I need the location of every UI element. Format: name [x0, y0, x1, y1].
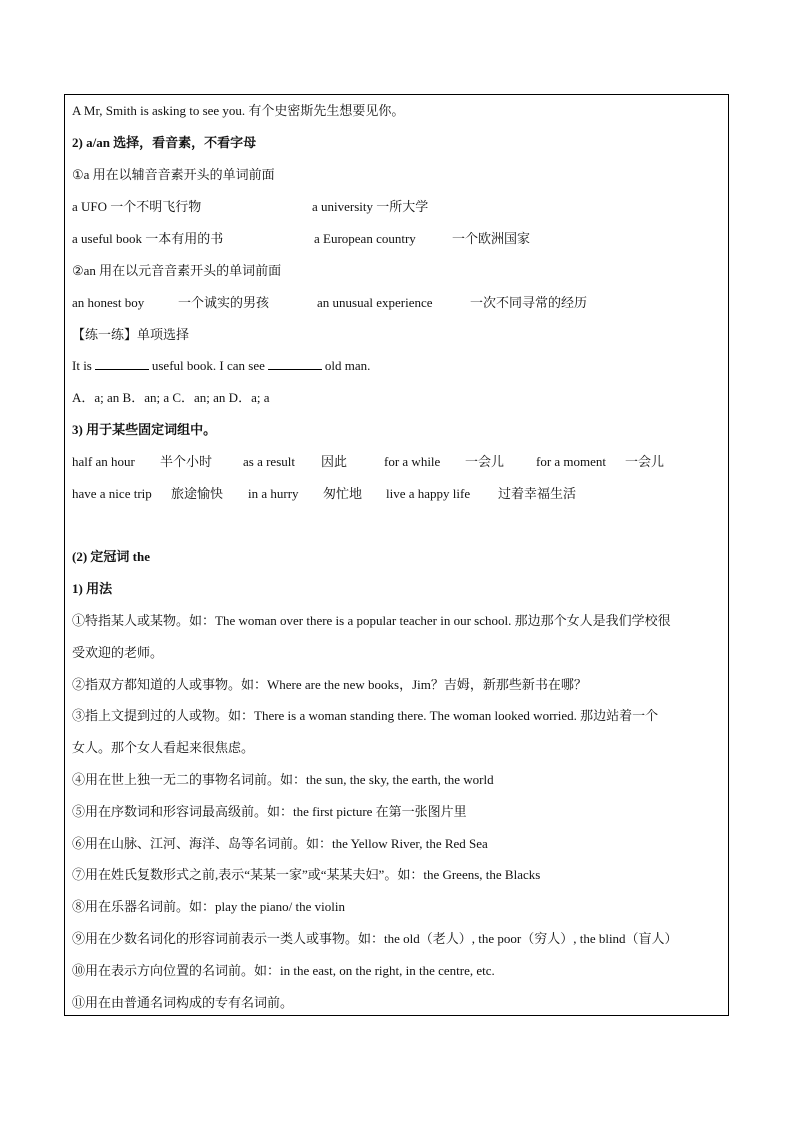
usage-3: ③指上文提到过的人或物。如：There is a woman standing there. The woman looked worried. 那边站着一个 [72, 708, 659, 723]
example-a-university: a university 一所大学 [312, 199, 429, 214]
example-an-honest-boy: an honest boy [72, 295, 145, 310]
phrase-item: 一会儿 [465, 454, 505, 469]
section-heading-usage: 1) 用法 [72, 581, 113, 596]
rule-an: ②an 用在以元音音素开头的单词前面 [72, 263, 282, 278]
answer-blank-1 [95, 359, 149, 370]
example-an-unusual-experience: an unusual experience [317, 295, 433, 310]
example-a-useful-book: a useful book 一本有用的书 [72, 231, 224, 246]
usage-1-cont: 受欢迎的老师。 [72, 645, 164, 660]
phrase-item: 过着幸福生活 [498, 486, 577, 501]
phrase-item: have a nice trip [72, 486, 152, 501]
phrase-item: as a result [243, 454, 295, 469]
phrase-item: 因此 [321, 454, 348, 469]
usage-6: ⑥用在山脉、江河、海洋、岛等名词前。如：the Yellow River, the Red Sea [72, 836, 488, 851]
usage-3-cont: 女人。那个女人看起来很焦虑。 [72, 740, 255, 755]
phrase-item: 匆忙地 [323, 486, 363, 501]
usage-7: ⑦用在姓氏复数形式之前,表示“某某一家”或“某某夫妇”。如：the Greens, the Blacks [72, 867, 541, 882]
phrase-item: for a while [384, 454, 441, 469]
practice-heading: 【练一练】单项选择 [72, 327, 190, 342]
usage-2: ②指双方都知道的人或事物。如：Where are the new books，Jim？吉姆，新那些新书在哪？ [72, 677, 587, 692]
practice-options: A．a; an B．an; a C．an; an D．a; a [72, 390, 270, 405]
phrase-item: in a hurry [248, 486, 299, 501]
usage-10: ⑩用在表示方向位置的名词前。如：in the east, on the right, in the centre, etc. [72, 963, 495, 978]
question-part-2: useful book. I can see [151, 358, 265, 373]
example-sentence: A Mr, Smith is asking to see you. 有个史密斯先生想要见你。 [72, 103, 405, 118]
phrase-item: 半个小时 [160, 454, 213, 469]
phrase-item: 旅途愉快 [171, 486, 224, 501]
question-part-3: old man. [324, 358, 371, 373]
phrase-item: half an hour [72, 454, 135, 469]
usage-11: ⑪用在由普通名词构成的专有名词前。 [72, 995, 294, 1010]
usage-1: ①特指某人或某物。如：The woman over there is a popular teacher in our school. 那边那个女人是我们学校很 [72, 613, 671, 628]
section-heading-fixed-phrases: 3) 用于某些固定词组中。 [72, 422, 217, 437]
phrase-item: live a happy life [386, 486, 471, 501]
example-a-ufo: a UFO 一个不明飞行物 [72, 199, 202, 214]
phrase-item: for a moment [536, 454, 607, 469]
example-an-unusual-experience-zh: 一次不同寻常的经历 [470, 295, 588, 310]
usage-8: ⑧用在乐器名词前。如：play the piano/ the violin [72, 899, 345, 914]
example-an-honest-boy-zh: 一个诚实的男孩 [178, 295, 270, 310]
example-a-european-country-zh: 一个欧洲国家 [452, 231, 531, 246]
practice-question [72, 358, 370, 374]
usage-9: ⑨用在少数名词化的形容词前表示一类人或事物。如：the old（老人）, the poor（穷人）, the blind（盲人） [72, 931, 678, 946]
answer-blank-2 [268, 359, 322, 370]
section-heading-the: (2) 定冠词 the [72, 549, 150, 564]
question-part-1: It is [72, 358, 92, 373]
rule-a: ①a 用在以辅音音素开头的单词前面 [72, 167, 275, 182]
usage-5: ⑤用在序数词和形容词最高级前。如：the first picture 在第一张图片里 [72, 804, 467, 819]
example-a-european-country: a European country [314, 231, 416, 246]
section-heading-a-an: 2) a/an 选择，看音素，不看字母 [72, 135, 257, 150]
usage-4: ④用在世上独一无二的事物名词前。如：the sun, the sky, the earth, the world [72, 772, 494, 787]
phrase-item: 一会儿 [625, 454, 665, 469]
